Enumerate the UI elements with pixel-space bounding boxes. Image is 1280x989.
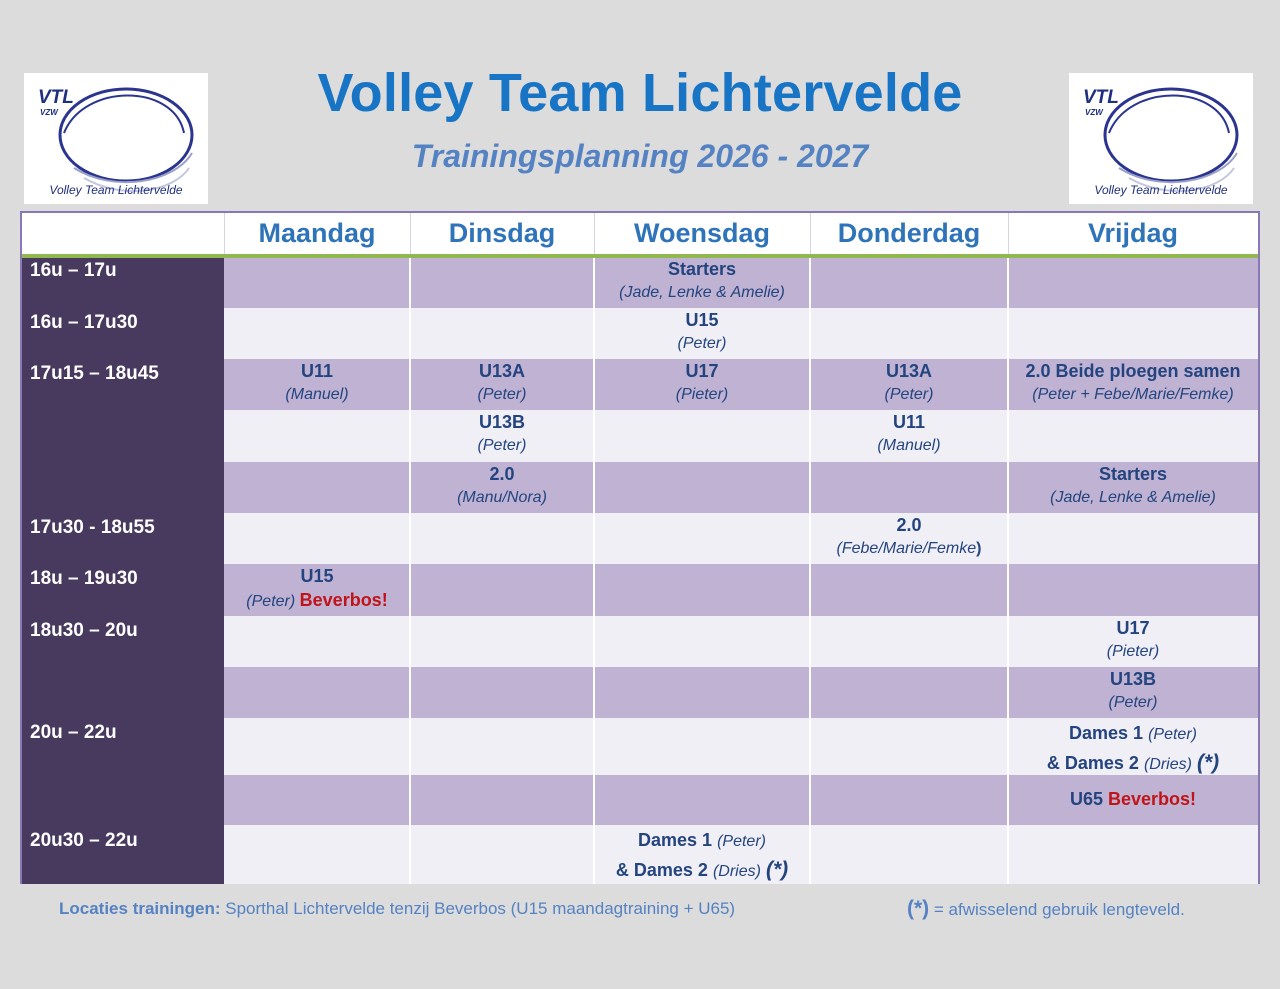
time-label: 20u – 22u	[30, 722, 117, 743]
footer-locations: Locaties trainingen: Sporthal Lichtervelde tenzij Beverbos (U15 maandagtraining + U65)	[59, 899, 736, 918]
day-header-vrijdag: Vrijdag	[1087, 218, 1179, 248]
day-header-donderdag: Donderdag	[837, 218, 981, 248]
logo-initials: VTL	[38, 87, 74, 108]
training-cell: U13A (Peter)	[884, 361, 934, 403]
schedule-table	[20, 211, 1260, 884]
page-subtitle: Trainingsplanning 2026 - 2027	[411, 138, 869, 174]
training-cell: U13B (Peter)	[477, 412, 527, 454]
training-cell: U11 (Manuel)	[285, 361, 349, 403]
time-label: 16u – 17u	[30, 260, 117, 281]
logo-sub: VZW	[1085, 108, 1103, 117]
training-cell: U65 Beverbos!	[1069, 789, 1197, 809]
training-cell: U17 (Pieter)	[1106, 618, 1160, 660]
time-label: 17u30 - 18u55	[30, 517, 155, 538]
training-cell: U13A (Peter)	[477, 361, 527, 403]
location-highlight: Beverbos!	[1108, 789, 1197, 809]
training-cell: 2.0 (Febe/Marie/Femke)	[836, 515, 982, 557]
training-cell: Dames 1 (Peter) & Dames 2 (Dries) (*)	[615, 830, 789, 881]
training-cell: U13B (Peter)	[1108, 669, 1158, 711]
page-title: Volley Team Lichtervelde	[317, 63, 963, 123]
time-label: 17u15 – 18u45	[30, 363, 159, 384]
logo-caption: Volley Team Lichtervelde	[49, 183, 183, 197]
training-cell: 2.0 Beide ploegen samen (Peter + Febe/Marie/Femke)	[1025, 361, 1241, 403]
training-cell: Dames 1 (Peter) & Dames 2 (Dries) (*)	[1046, 723, 1220, 774]
training-cell: Starters (Jade, Lenke & Amelie)	[1050, 464, 1216, 506]
logo-sub: VZW	[40, 108, 58, 117]
day-header-woensdag: Woensdag	[633, 218, 770, 248]
training-cell: U11 (Manuel)	[877, 412, 941, 454]
logo-caption: Volley Team Lichtervelde	[1094, 183, 1228, 197]
table-header	[22, 213, 1258, 254]
training-cell: 2.0 (Manu/Nora)	[457, 464, 547, 506]
location-highlight: Beverbos!	[299, 590, 388, 610]
day-header-maandag: Maandag	[258, 218, 376, 248]
time-label: 16u – 17u30	[30, 312, 138, 333]
time-column	[22, 258, 224, 884]
time-label: 18u30 – 20u	[30, 620, 138, 641]
logo-initials: VTL	[1083, 87, 1119, 108]
training-cell: U15 (Peter) Beverbos!	[246, 566, 388, 610]
footer-note: (*) = afwisselend gebruik lengteveld.	[907, 897, 1185, 920]
time-label: 18u – 19u30	[30, 568, 138, 589]
time-label: 20u30 – 22u	[30, 830, 138, 851]
training-cell: Starters (Jade, Lenke & Amelie)	[619, 259, 785, 301]
day-header-dinsdag: Dinsdag	[448, 218, 556, 248]
training-cell: U15 (Peter)	[677, 310, 727, 352]
training-cell: U17 (Pieter)	[675, 361, 729, 403]
